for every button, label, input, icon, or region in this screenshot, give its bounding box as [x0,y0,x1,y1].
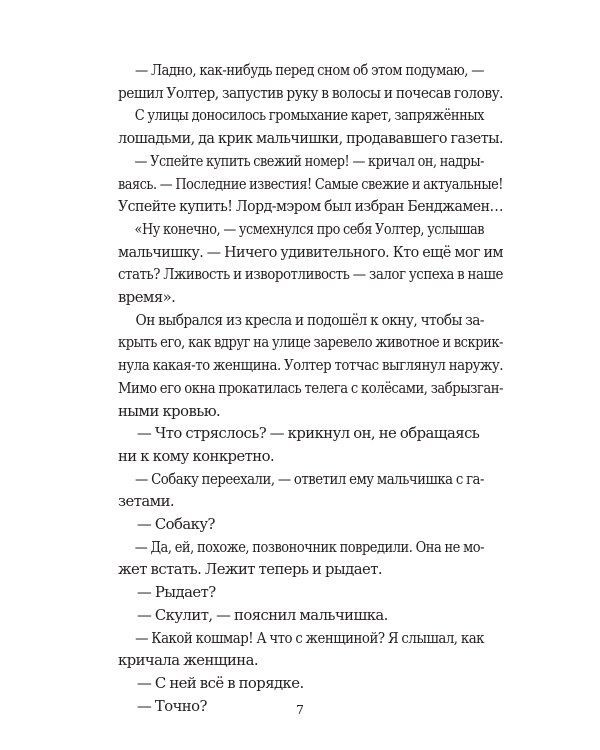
paragraph [118,537,503,582]
text-line: — Рыдает? [137,584,216,602]
paragraph [118,219,503,310]
text-line: — Что стряслось? — крикнул он, не обращаясь [137,425,480,443]
page-number: 7 [296,702,304,717]
text-line: время». [118,289,176,307]
text-line: — Какой кошмар! А что с женщиной? Я слышал, как [135,629,484,647]
paragraph [118,105,503,150]
text-line: «Ну конечно, — усмехнулся про себя Уолтер, услышав [134,220,484,238]
paragraph [118,60,503,105]
text-line: — Ладно, как-нибудь перед сном об этом подумаю, — [134,62,485,79]
paragraph [118,514,503,537]
text-line: Мимо его окна прокатилась телега с колёсами, забрызган- [118,379,504,397]
text-line: лошадьми, да крик мальчишки, продававшего газеты. [118,130,503,148]
paragraph [118,423,503,468]
text-line: стать? Лживость и изворотливость — залог успеха в наше [118,266,504,284]
text-line: — Собаку? [137,516,215,534]
paragraph [118,582,503,605]
text-line: — Успейте купить свежий номер! — кричал он, надры- [134,152,484,170]
text-line: Он выбрался из кресла и подошёл к окну, чтобы за- [135,311,484,329]
text-line: — Да, ей, похоже, позвоночник повредили. Она не мо- [134,538,484,556]
text-line: ными кровью. [118,402,221,420]
text-line: крыть его, как вдруг на улице заревело животное и вскрик- [118,334,503,352]
text-line: С улицы доносилось громыхание карет, запряжённых [134,107,485,125]
text-line: решил Уолтер, запустив руку в волосы и почесав голову. [118,84,504,102]
text-line: зетами. [118,493,175,511]
text-line: — С ней всё в порядке. [137,674,304,692]
text-line: Успейте купить! Лорд-мэром был избран Бенджамен… [118,198,504,216]
text-line: мальчишку. — Ничего удивительного. Кто ещё мог им [118,243,504,261]
text-line: ваясь. — Последние известия! Самые свежие и актуальные! [118,175,504,193]
paragraph [118,469,503,514]
text-line: — Точно? [137,697,207,715]
text-line: ни к кому конкретно. [118,447,275,465]
paragraph [118,151,503,219]
text-line: кричала женщина. [118,652,259,670]
text-line: — Скулит, — пояснил мальчишка. [137,606,388,624]
text-line: — Собаку переехали, — ответил ему мальчишка с га- [135,470,484,488]
paragraph [118,310,503,424]
text-line: жет встать. Лежит теперь и рыдает. [118,561,382,579]
body-text [118,60,503,718]
paragraph [118,628,503,673]
paragraph [118,673,503,696]
paragraph [118,605,503,628]
text-line: нула какая-то женщина. Уолтер тотчас выглянул наружу. [118,357,504,375]
